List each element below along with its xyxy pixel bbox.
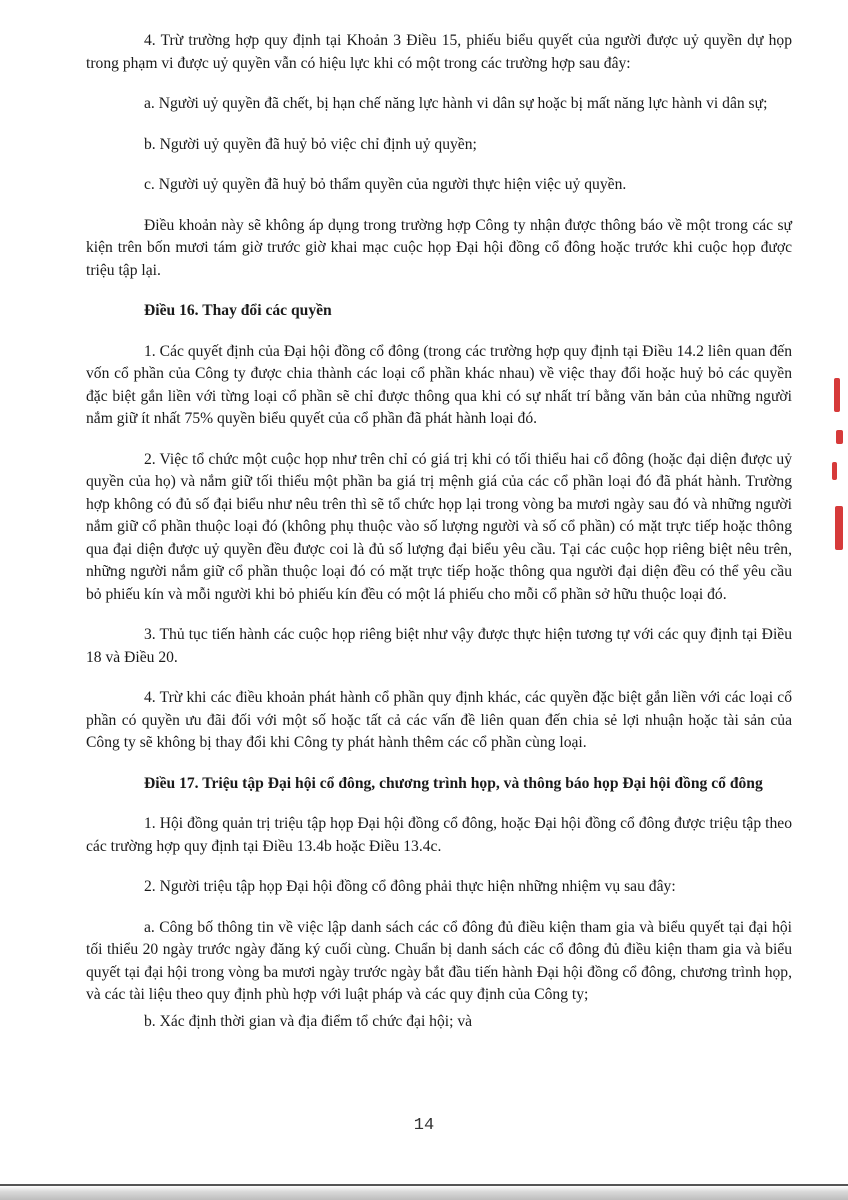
paragraph-art17-clause2: 2. Người triệu tập họp Đại hội đồng cổ đông phải thực hiện những nhiệm vụ sau đây: xyxy=(144,878,676,895)
stamp-mark xyxy=(835,506,843,550)
paragraph-art15-clause4: 4. Trừ trường hợp quy định tại Khoản 3 Điều 15, phiếu biểu quyết của người được uỷ quyền dự họp trong phạm vi được uỷ quyền vẫn có hiệu lực khi có một trong các trường hợp sau đây: xyxy=(86,32,792,72)
paragraph-art17-item-a: a. Công bố thông tin về việc lập danh sách các cổ đông đủ điều kiện tham gia và biểu quyết tại đại hội tối thiểu 20 ngày trước ngày đăng ký cuối cùng. Chuẩn bị danh sách các cổ đông đủ điều kiện tham gia và biểu quyết tại đại hội trong vòng ba mươi ngày trước ngày bắt đầu tiến hành Đại hội đồng cổ đông, chương trình họp, và các tài liệu theo quy định phù hợp với luật pháp và các quy định của Công ty; xyxy=(86,918,792,1003)
paragraph-art16-clause3: 3. Thủ tục tiến hành các cuộc họp riêng biệt như vậy được thực hiện tương tự với các quy định tại Điều 18 và Điều 20. xyxy=(86,626,792,666)
heading-article-16: Điều 16. Thay đổi các quyền xyxy=(144,302,332,319)
stamp-edge-marks xyxy=(826,378,848,558)
paragraph-art15-item-b: b. Người uỷ quyền đã huỷ bỏ việc chỉ định uỷ quyền; xyxy=(144,135,477,153)
paragraph-art15-exception: Điều khoản này sẽ không áp dụng trong trường hợp Công ty nhận được thông báo về một trong các sự kiện trên bốn mươi tám giờ trước giờ khai mạc cuộc họp Đại hội đồng cổ đông hoặc trước khi cuộc họp được triệu tập lại. xyxy=(86,216,792,279)
page-number: 14 xyxy=(413,1116,435,1135)
stamp-mark xyxy=(832,462,837,480)
document-body xyxy=(86,30,792,1051)
paragraph-art16-clause1: 1. Các quyết định của Đại hội đồng cổ đông (trong các trường hợp quy định tại Điều 14.2 liên quan đến vốn cổ phần của Công ty được chia thành các loại cổ phần khác nhau) về việc thay đổi hoặc huỷ bỏ các quyền đặc biệt gắn liền với từng loại cổ phần sẽ chỉ được thông qua khi có sự nhất trí bằng văn bản của những người nắm giữ ít nhất 75% quyền biểu quyết của cổ phần đã phát hành loại đó. xyxy=(86,342,792,427)
paragraph-art15-item-a: a. Người uỷ quyền đã chết, bị hạn chế năng lực hành vi dân sự hoặc bị mất năng lực hành vi dân sự; xyxy=(144,95,768,112)
stamp-mark xyxy=(834,378,840,412)
paragraph-art17-clause1: 1. Hội đồng quản trị triệu tập họp Đại hội đồng cổ đông, hoặc Đại hội đồng cổ đông được triệu tập theo các trường hợp quy định tại Điều 13.4b hoặc Điều 13.4c. xyxy=(86,815,792,855)
paragraph-art16-clause2: 2. Việc tổ chức một cuộc họp như trên chỉ có giá trị khi có tối thiểu hai cổ đông (hoặc đại diện được uỷ quyền của họ) và nắm giữ tối thiểu một phần ba giá trị mệnh giá của các cổ phần loại đó đã phát hành. Trường hợp không có đủ số đại biểu như nêu trên thì sẽ tổ chức họp lại trong vòng ba mươi ngày sau đó và những người nắm giữ cổ phần thuộc loại đó (không phụ thuộc vào số lượng người và số cổ phần) có mặt trực tiếp hoặc thông qua đại diện được uỷ quyền đều được coi là đủ số lượng đại biểu yêu cầu. Tại các cuộc họp riêng biệt nêu trên, những người nắm giữ cổ phần thuộc loại đó có mặt trực tiếp hoặc thông qua người đại diện đều có thể yêu cầu bỏ phiếu kín và mỗi người khi bỏ phiếu kín đều có một lá phiếu cho mỗi cổ phần sở hữu thuộc loại đó. xyxy=(86,450,792,603)
paragraph-art16-clause4: 4. Trừ khi các điều khoản phát hành cổ phần quy định khác, các quyền đặc biệt gắn liền với các loại cổ phần có quyền ưu đãi đối với một số hoặc tất cả các vấn đề liên quan đến chia sẻ lợi nhuận hoặc tài sản của Công ty sẽ không bị thay đổi khi Công ty phát hành thêm các cổ phần cùng loại. xyxy=(86,689,792,751)
scan-bottom-edge xyxy=(0,1186,848,1200)
stamp-mark xyxy=(836,430,843,444)
heading-article-17: Điều 17. Triệu tập Đại hội cổ đông, chương trình họp, và thông báo họp Đại hội đồng cổ đông xyxy=(144,774,763,792)
paragraph-art17-item-b: b. Xác định thời gian và địa điểm tổ chức đại hội; và xyxy=(144,1012,473,1030)
paragraph-art15-item-c: c. Người uỷ quyền đã huỷ bỏ thẩm quyền của người thực hiện việc uỷ quyền. xyxy=(144,176,627,193)
